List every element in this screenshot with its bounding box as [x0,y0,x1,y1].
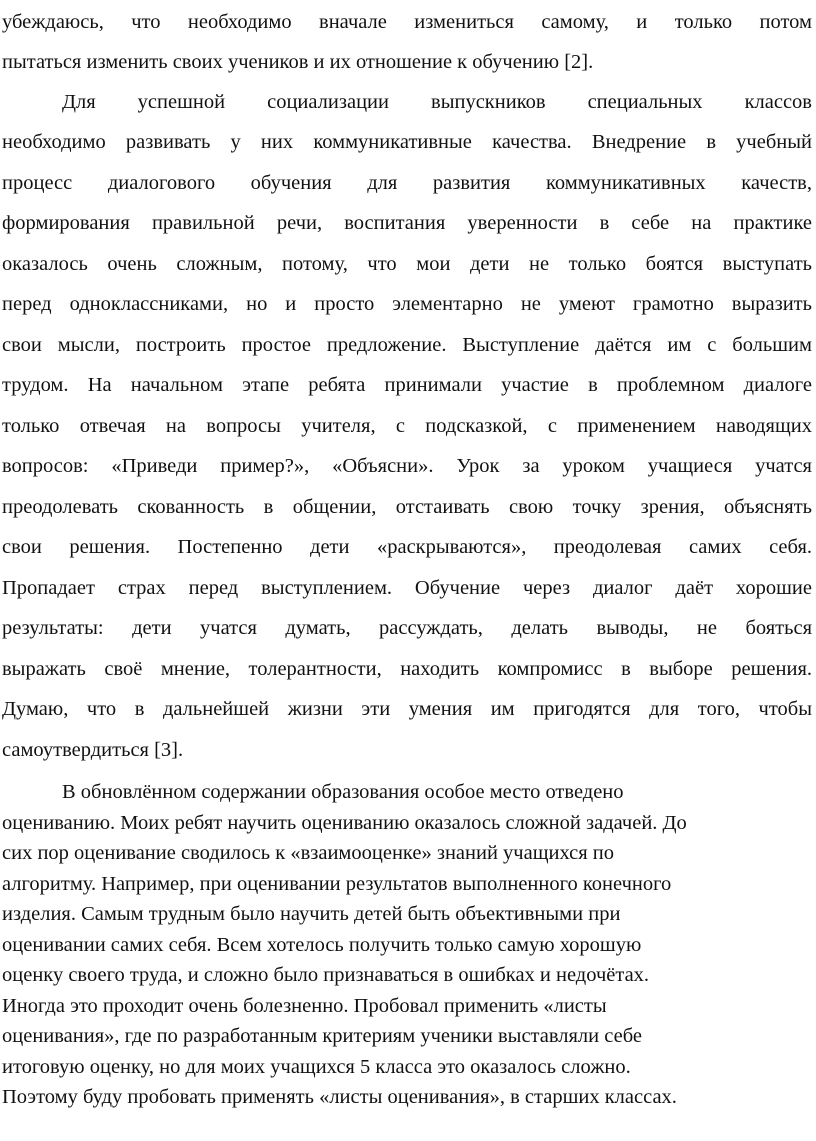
text-line: Иногда это проходит очень болезненно. Пробовал применить «листы [2,995,607,1017]
text-line: оценивании самих себя. Всем хотелось получить только самую хорошую [2,934,642,956]
text-line: Пропадает страх перед выступлением. Обучение через диалог даёт хорошие [2,577,812,599]
text-line: свои мысли, построить простое предложение. Выступление даётся им с большим [2,334,812,356]
text-line: Поэтому буду пробовать применять «листы оценивания», в старших классах. [2,1086,677,1108]
text-line: выражать своё мнение, толерантности, находить компромисс в выборе решения. [2,658,812,680]
text-line: свои решения. Постепенно дети «раскрываются», преодолевая самих себя. [2,536,812,558]
text-line: результаты: дети учатся думать, рассуждать, делать выводы, не бояться [2,617,812,639]
text-line: пытаться изменить своих учеников и их отношение к обучению [2]. [2,51,594,73]
text-line: оказалось очень сложным, потому, что мои дети не только боятся выступать [2,253,812,275]
text-line: сих пор оценивание сводилось к «взаимооценке» знаний учащихся по [2,842,615,864]
text-line: перед одноклассниками, но и просто элементарно не умеют грамотно выразить [2,293,812,315]
text-line: изделия. Самым трудным было научить детей быть объективными при [2,903,621,925]
text-line: В обновлённом содержании образования особое место отведено [62,781,624,803]
text-line: вопросов: «Приведи пример?», «Объясни». Урок за уроком учащиеся учатся [2,455,812,477]
text-line: процесс диалогового обучения для развития коммуникативных качеств, [2,172,812,194]
text-line: алгоритму. Например, при оценивании результатов выполненного конечного [2,873,672,895]
text-line: преодолевать скованность в общении, отстаивать свою точку зрения, объяснять [2,496,812,518]
text-line: итоговую оценку, но для моих учащихся 5 класса это оказалось сложно. [2,1056,631,1078]
text-line: трудом. На начальном этапе ребята принимали участие в проблемном диалоге [2,374,812,396]
text-line: оценивания», где по разработанным критериям ученики выставляли себе [2,1025,642,1047]
text-line: оцениванию. Моих ребят научить оцениванию оказалось сложной задачей. До [2,812,687,834]
text-line: только отвечая на вопросы учителя, с подсказкой, с применением наводящих [2,415,812,437]
text-line: оценку своего труда, и сложно было признаваться в ошибках и недочётах. [2,964,650,986]
text-line: формирования правильной речи, воспитания уверенности в себе на практике [2,212,812,234]
text-line: самоутвердиться [3]. [2,739,184,761]
text-line: необходимо развивать у них коммуникативные качества. Внедрение в учебный [2,131,812,153]
text-line: убеждаюсь, что необходимо вначале измениться самому, и только потом [2,11,812,33]
text-line: Думаю, что в дальнейшей жизни эти умения им пригодятся для того, чтобы [2,698,812,720]
text-line: Для успешной социализации выпускников специальных классов [62,91,812,113]
